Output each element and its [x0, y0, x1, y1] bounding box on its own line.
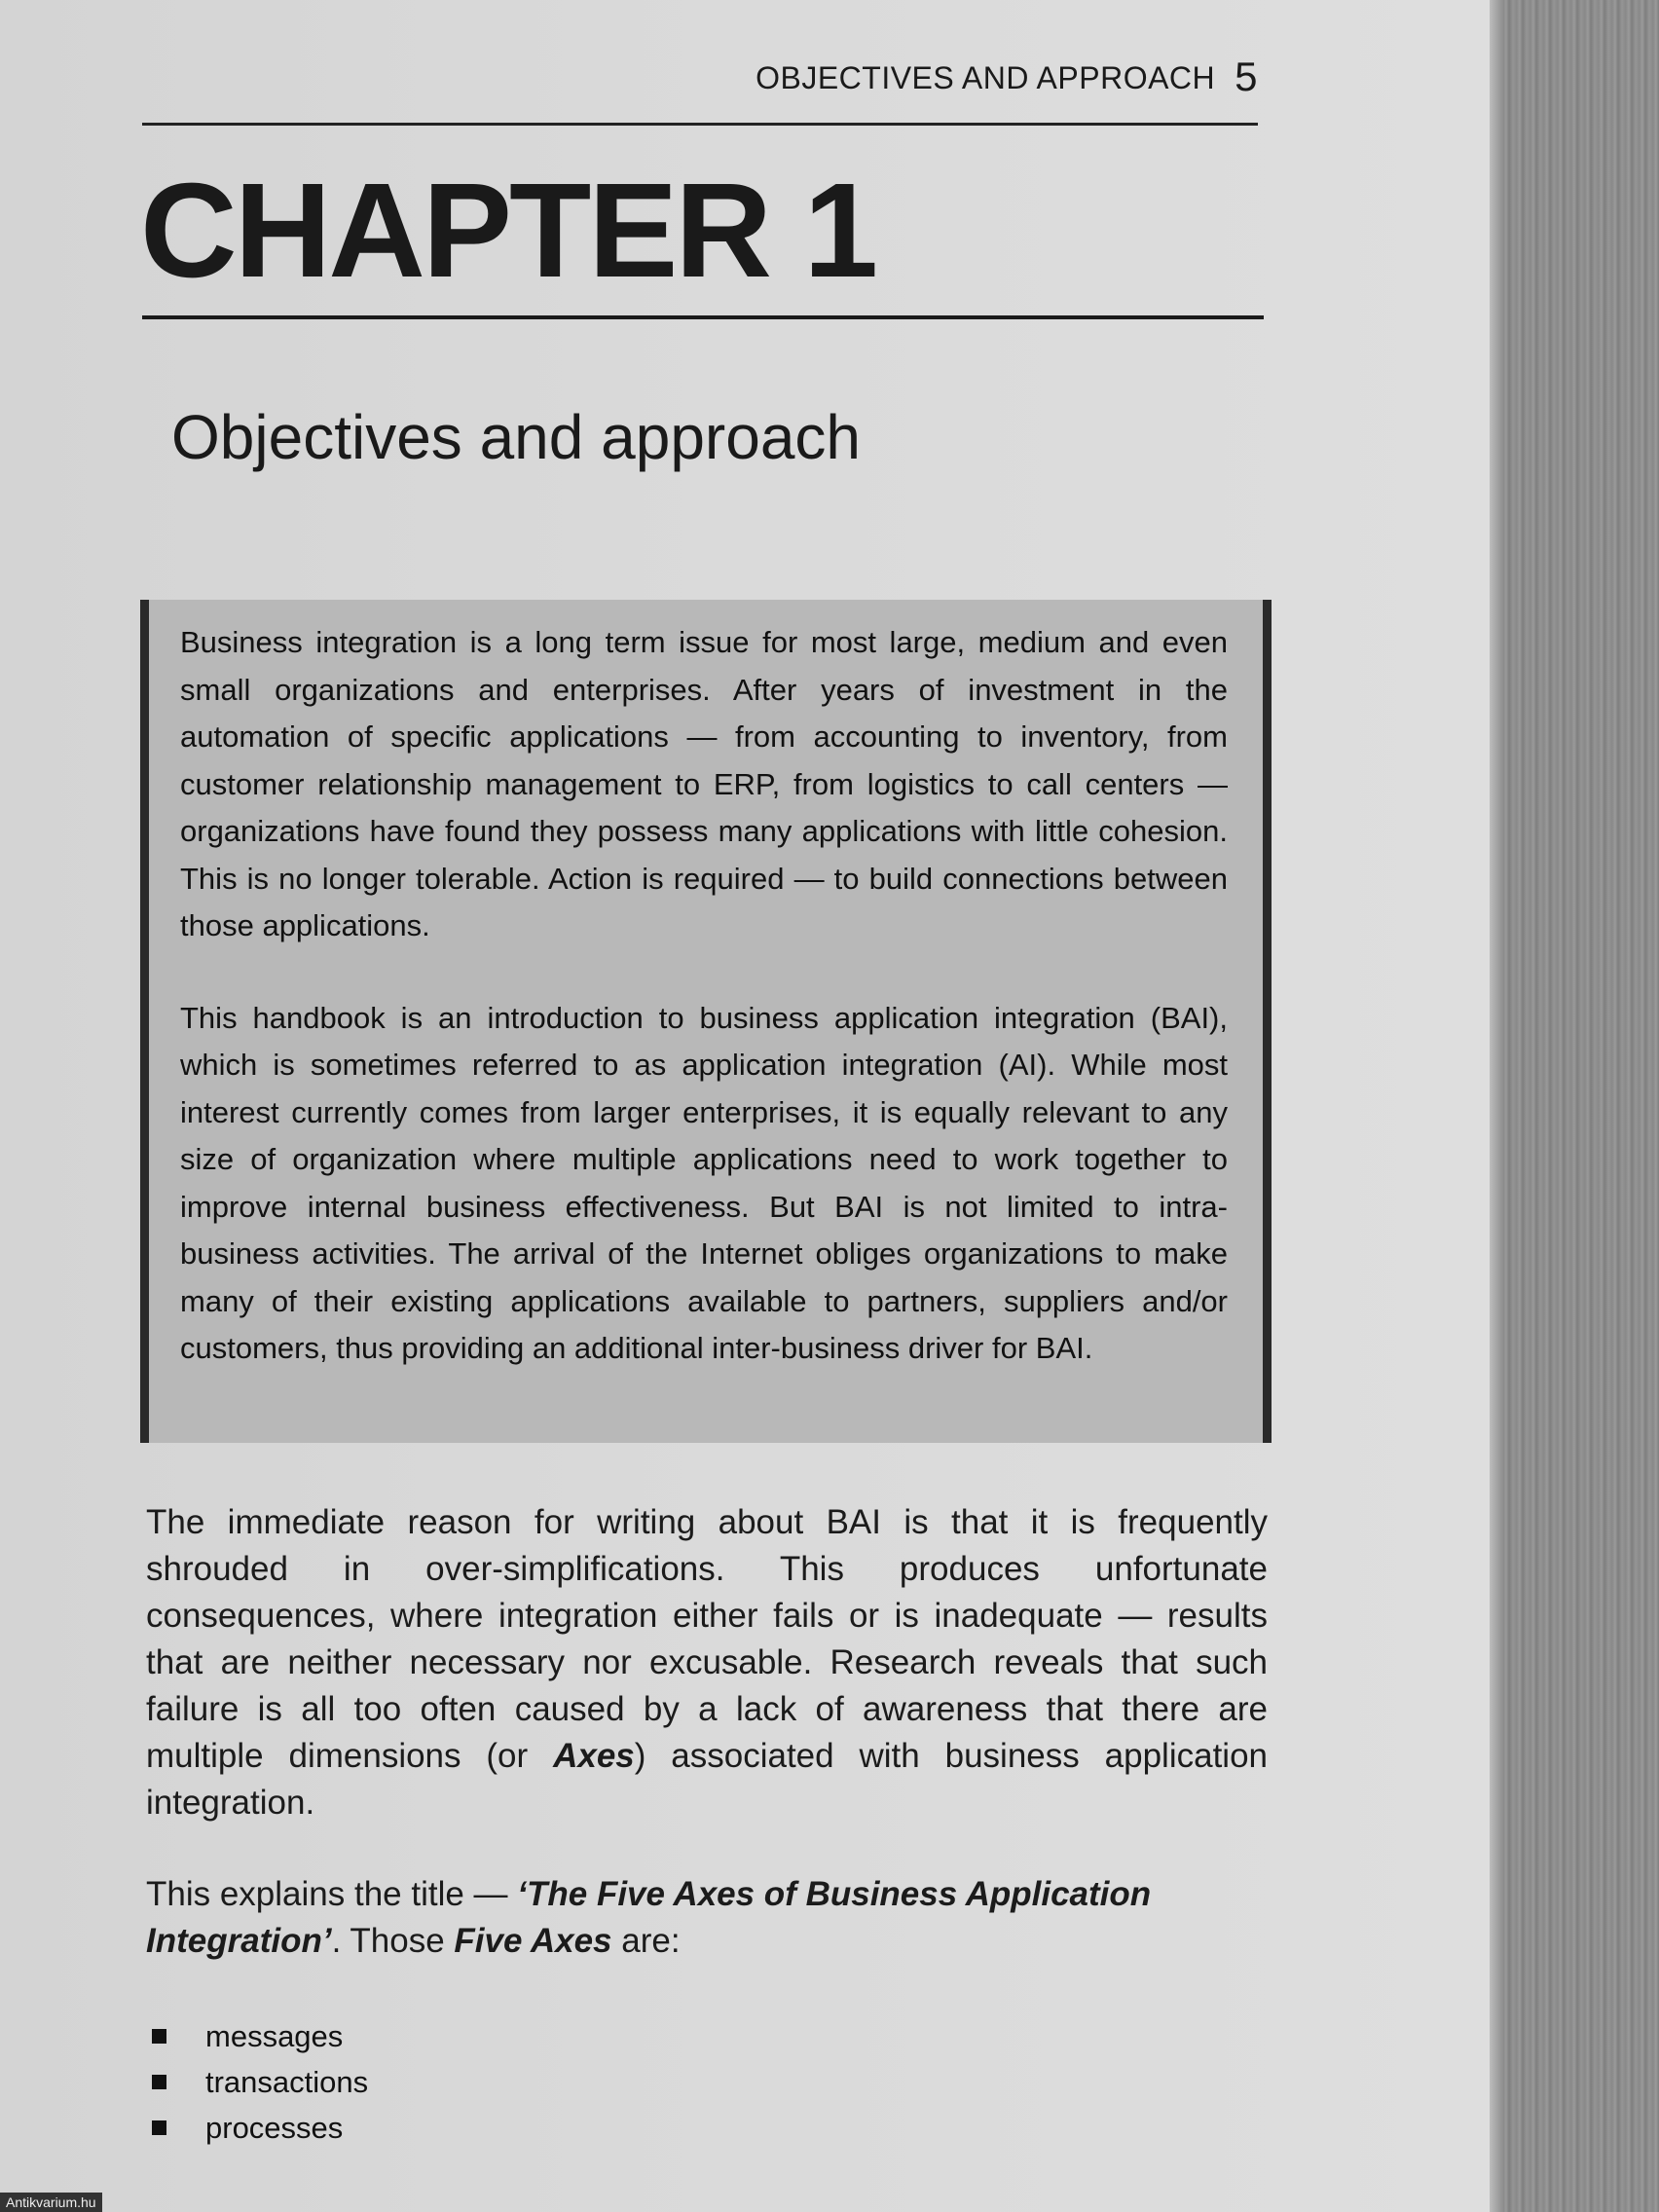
five-axes-emphasis: Five Axes	[454, 1922, 612, 1960]
page-edge-shadow	[1490, 0, 1503, 2212]
intro-paragraph-1: Business integration is a long term issue for most large, medium and even small organizations and enterprises. After years of investment in the automation of specific applications — from accounting to inventory, from customer relationship management to ERP, from logistics to call centers — organizations have found they possess many applications with little cohesion. This is no longer tolerable. Action is required — to build connections between those applications.	[180, 625, 1228, 942]
square-bullet-icon	[152, 2029, 166, 2044]
body-text-span: This explains the title —	[146, 1875, 518, 1913]
body-paragraph-1	[146, 1499, 1268, 1826]
body-text-span: . Those	[331, 1922, 455, 1960]
page-number: 5	[1235, 54, 1258, 99]
chapter-rule	[142, 315, 1264, 319]
list-item	[152, 2059, 368, 2105]
body-text-span: ) associated with business application integration.	[146, 1737, 1268, 1822]
header-rule	[142, 123, 1258, 126]
body-text-span: The immediate reason for writing about BAI is that it is frequently shrouded in over-simplifications. This produces unfortunate consequences, where integration either fails or is inadequate — results that are neither necessary nor excusable. Research reveals that such failure is all too often caused by a lack of awareness that there are multiple dimensions (or	[146, 1503, 1268, 1775]
book-title-emphasis: ‘The Five Axes of Business Application Integration’	[146, 1875, 1152, 1960]
list-item	[152, 2013, 368, 2059]
list-item-label: messages	[205, 2019, 344, 2053]
running-head	[142, 54, 1258, 100]
page-edge-stack	[1490, 0, 1659, 2212]
chapter-title: Objectives and approach	[171, 402, 861, 472]
running-head-title: OBJECTIVES AND APPROACH	[756, 60, 1216, 95]
list-item	[152, 2105, 368, 2151]
watermark: Antikvarium.hu	[0, 2193, 102, 2212]
axes-list	[152, 2013, 368, 2151]
list-item-label: transactions	[205, 2065, 369, 2099]
chapter-label: CHAPTER 1	[140, 156, 876, 306]
axes-emphasis: Axes	[553, 1737, 635, 1775]
list-item-label: processes	[205, 2111, 344, 2145]
square-bullet-icon	[152, 2120, 166, 2135]
body-paragraph-2	[146, 1871, 1268, 1965]
intro-box	[140, 600, 1272, 1443]
body-text-span: are:	[611, 1922, 681, 1960]
intro-paragraph-2: This handbook is an introduction to business application integration (BAI), which is sometimes referred to as application integration (AI). While most interest currently comes from larger enterprises, it is equally relevant to any size of organization where multiple applications need to work together to improve internal business effectiveness. But BAI is not limited to intra-business activities. The arrival of the Internet obliges organizations to make many of their existing applications available to partners, suppliers and/or customers, thus providing an additional inter-business driver for BAI.	[180, 1000, 1228, 1365]
square-bullet-icon	[152, 2075, 166, 2089]
